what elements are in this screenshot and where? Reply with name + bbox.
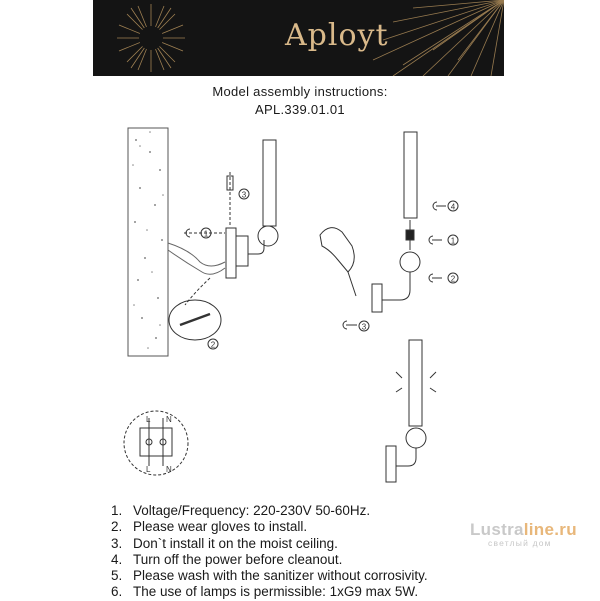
step-number: 1 — [450, 236, 456, 246]
socket — [406, 230, 414, 240]
list-item — [111, 519, 428, 535]
label-n-top: N — [166, 415, 172, 424]
list-item — [111, 503, 428, 519]
step-number: 3 — [241, 190, 247, 200]
item-number: 2. — [111, 519, 123, 535]
step-number: 1 — [203, 229, 209, 239]
item-text: Turn off the power before cleanout. — [133, 551, 343, 567]
wall-section — [128, 128, 168, 356]
item-text: Voltage/Frequency: 220-230V 50-60Hz. — [133, 503, 371, 518]
lamp-arm — [248, 240, 264, 254]
watermark-part1: Lustra — [470, 520, 524, 539]
label-l-top: L — [146, 415, 151, 424]
step-number: 2 — [210, 340, 216, 350]
item-number: 4. — [111, 551, 123, 567]
item-number: 6. — [111, 584, 123, 600]
terminal-detail — [124, 411, 188, 475]
canopy — [372, 284, 382, 312]
item-text: The use of lamps is permissible: 1xG9 max 5W. — [133, 584, 419, 600]
lamp-globe — [406, 428, 426, 448]
lamp-globe — [400, 252, 420, 272]
lamp-tube — [404, 132, 417, 218]
watermark-tagline: светлый дом — [488, 538, 552, 548]
step-number: 4 — [450, 202, 456, 212]
sun-core — [139, 26, 163, 50]
corner-rays — [373, 0, 504, 76]
assembly-diagram — [0, 118, 600, 503]
lamp-globe — [258, 226, 278, 246]
lamp-arm — [396, 448, 416, 466]
brand-logo: Aployt — [285, 18, 389, 53]
wall-texture — [132, 131, 164, 349]
lamp-tube — [263, 140, 276, 226]
wrench-icon — [320, 228, 354, 272]
item-text: Don`t install it on the moist ceiling. — [133, 535, 338, 551]
model-number: APL.339.01.01 — [255, 102, 345, 117]
item-text: Please wash with the sanitizer without corrosivity. — [133, 568, 428, 584]
item-number: 3. — [111, 535, 123, 551]
watermark-logo — [470, 520, 577, 540]
mounting-plate — [226, 228, 236, 278]
wire — [168, 250, 225, 274]
lamp-arm — [382, 272, 410, 300]
list-item — [111, 552, 428, 568]
connector — [180, 314, 210, 325]
list-item — [111, 568, 428, 584]
warning-glow-icon — [396, 372, 436, 392]
lamp-tube — [409, 340, 422, 426]
watermark-part2: line.ru — [523, 520, 577, 539]
page-title: Model assembly instructions: — [212, 84, 388, 99]
canopy — [236, 236, 248, 266]
label-l-bottom: L — [146, 465, 151, 474]
step-number: 2 — [450, 274, 456, 284]
wire — [168, 243, 225, 266]
canopy — [386, 446, 396, 482]
step-number: 3 — [361, 322, 367, 332]
item-number: 5. — [111, 568, 123, 584]
instructions-list — [111, 503, 428, 601]
terminal-block — [140, 428, 172, 456]
list-item — [111, 536, 428, 552]
item-number: 1. — [111, 503, 123, 518]
wrench-handle — [348, 272, 356, 296]
item-text: Please wear gloves to install. — [133, 519, 308, 535]
list-item — [111, 584, 428, 600]
label-n-bottom: N — [166, 465, 172, 474]
brand-banner — [93, 0, 504, 76]
watermark — [470, 520, 577, 548]
